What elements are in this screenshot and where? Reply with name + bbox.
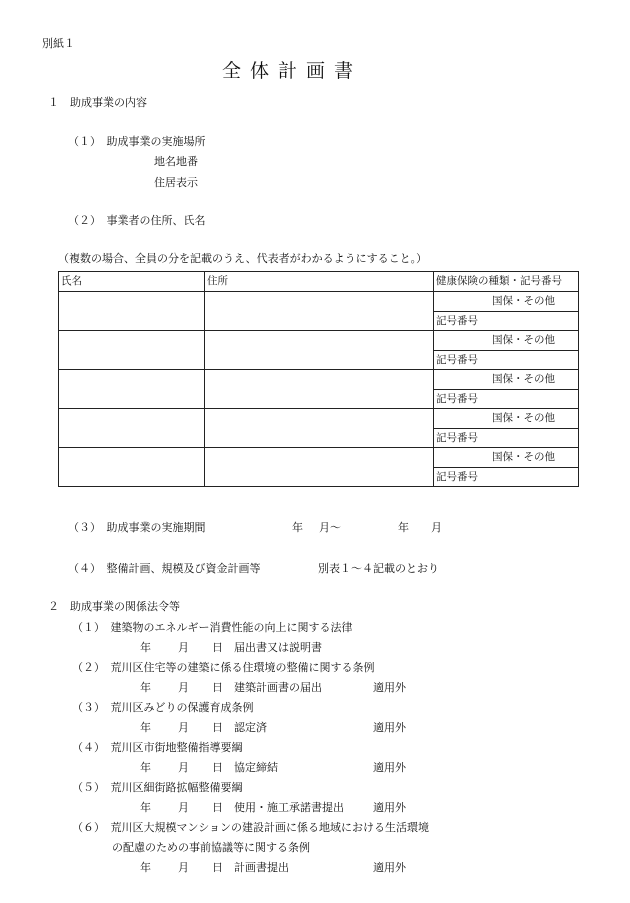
insurance-number-cell[interactable]: 記号番号: [434, 311, 579, 331]
law-item-exempt: 適用外: [373, 861, 406, 874]
insurance-type-text: 国保・その他: [492, 412, 555, 424]
law-item-label: （３） 荒川区みどりの保護育成条例: [72, 701, 254, 714]
name-cell[interactable]: [59, 331, 205, 370]
insurance-type-cell[interactable]: [434, 409, 579, 429]
law-item-action: 使用・施工承諾書提出: [234, 801, 344, 814]
section2-heading: ２ 助成事業の関係法令等: [48, 600, 180, 613]
item4-value: 別表１〜４記載のとおり: [318, 562, 439, 575]
table-row: [59, 331, 579, 351]
address-cell[interactable]: [205, 370, 434, 409]
insurance-type-text: 国保・その他: [492, 334, 555, 346]
name-cell[interactable]: [59, 292, 205, 331]
period-start-month: 月〜: [319, 521, 341, 534]
table-row: [59, 370, 579, 390]
law-item-day: 日: [212, 681, 223, 694]
insurance-number-cell[interactable]: 記号番号: [434, 350, 579, 370]
address-cell[interactable]: [205, 448, 434, 487]
table-row: [59, 292, 579, 312]
item3-label: （３） 助成事業の実施期間: [68, 521, 206, 534]
law-item-action: 計画書提出: [234, 861, 289, 874]
section1-heading: １ 助成事業の内容: [48, 96, 147, 109]
law-item-label: （５） 荒川区細街路拡幅整備要綱: [72, 781, 243, 794]
lot-number-label: 地名地番: [154, 155, 198, 168]
law-item-action: 認定済: [234, 721, 267, 734]
law-item-action: 届出書又は説明書: [234, 641, 322, 654]
period-start-year: 年: [292, 521, 303, 534]
law-item-year: 年: [140, 801, 151, 814]
law-item-month: 月: [178, 861, 189, 874]
law-item-label-continued: の配慮のための事前協議等に関する条例: [112, 841, 310, 854]
name-cell[interactable]: [59, 370, 205, 409]
insurance-type-cell[interactable]: [434, 370, 579, 390]
owners-table: [58, 271, 579, 487]
law-item-year: 年: [140, 761, 151, 774]
insurance-number-cell[interactable]: 記号番号: [434, 467, 579, 487]
insurance-type-cell[interactable]: [434, 448, 579, 468]
page-title: 全体計画書: [222, 60, 363, 82]
period-end-month: 月: [431, 521, 442, 534]
header-insurance: 健康保険の種類・記号番号: [434, 272, 579, 292]
item1-label: （１） 助成事業の実施場所: [68, 135, 206, 148]
law-item-exempt: 適用外: [373, 681, 406, 694]
law-item-month: 月: [178, 801, 189, 814]
law-item-month: 月: [178, 721, 189, 734]
law-item-day: 日: [212, 761, 223, 774]
law-item-year: 年: [140, 641, 151, 654]
header-name: 氏名: [59, 272, 205, 292]
law-item-exempt: 適用外: [373, 721, 406, 734]
header-address: 住所: [205, 272, 434, 292]
law-item-day: 日: [212, 861, 223, 874]
law-item-year: 年: [140, 681, 151, 694]
address-display-label: 住居表示: [154, 176, 198, 189]
insurance-type-text: 国保・その他: [492, 295, 555, 307]
insurance-type-cell[interactable]: [434, 292, 579, 312]
law-item-label: （２） 荒川区住宅等の建築に係る住環境の整備に関する条例: [72, 661, 375, 674]
attachment-label: 別紙１: [42, 37, 75, 50]
item2-label: （２） 事業者の住所、氏名: [68, 214, 206, 227]
item4-label: （４） 整備計画、規模及び資金計画等: [68, 562, 261, 575]
law-item-day: 日: [212, 721, 223, 734]
insurance-type-text: 国保・その他: [492, 373, 555, 385]
law-item-label: （１） 建築物のエネルギー消費性能の向上に関する法律: [72, 621, 353, 634]
insurance-number-cell[interactable]: 記号番号: [434, 428, 579, 448]
law-item-year: 年: [140, 861, 151, 874]
period-end-year: 年: [398, 521, 409, 534]
table-row: [59, 409, 579, 429]
law-item-exempt: 適用外: [373, 761, 406, 774]
law-item-label: （４） 荒川区市街地整備指導要綱: [72, 741, 243, 754]
address-cell[interactable]: [205, 292, 434, 331]
address-cell[interactable]: [205, 331, 434, 370]
insurance-type-text: 国保・その他: [492, 451, 555, 463]
insurance-number-cell[interactable]: 記号番号: [434, 389, 579, 409]
table-row: [59, 448, 579, 468]
insurance-type-cell[interactable]: [434, 331, 579, 351]
law-item-action: 建築計画書の届出: [234, 681, 322, 694]
law-item-label: （６） 荒川区大規模マンションの建設計画に係る地域における生活環境: [72, 821, 430, 834]
law-item-month: 月: [178, 681, 189, 694]
law-item-exempt: 適用外: [373, 801, 406, 814]
name-cell[interactable]: [59, 448, 205, 487]
address-cell[interactable]: [205, 409, 434, 448]
law-item-year: 年: [140, 721, 151, 734]
law-item-day: 日: [212, 641, 223, 654]
table-header-row: [59, 272, 579, 292]
law-item-day: 日: [212, 801, 223, 814]
item2-note: （複数の場合、全員の分を記載のうえ、代表者がわかるようにすること。）: [58, 252, 428, 265]
law-item-month: 月: [178, 641, 189, 654]
law-item-month: 月: [178, 761, 189, 774]
name-cell[interactable]: [59, 409, 205, 448]
law-item-action: 協定締結: [234, 761, 278, 774]
